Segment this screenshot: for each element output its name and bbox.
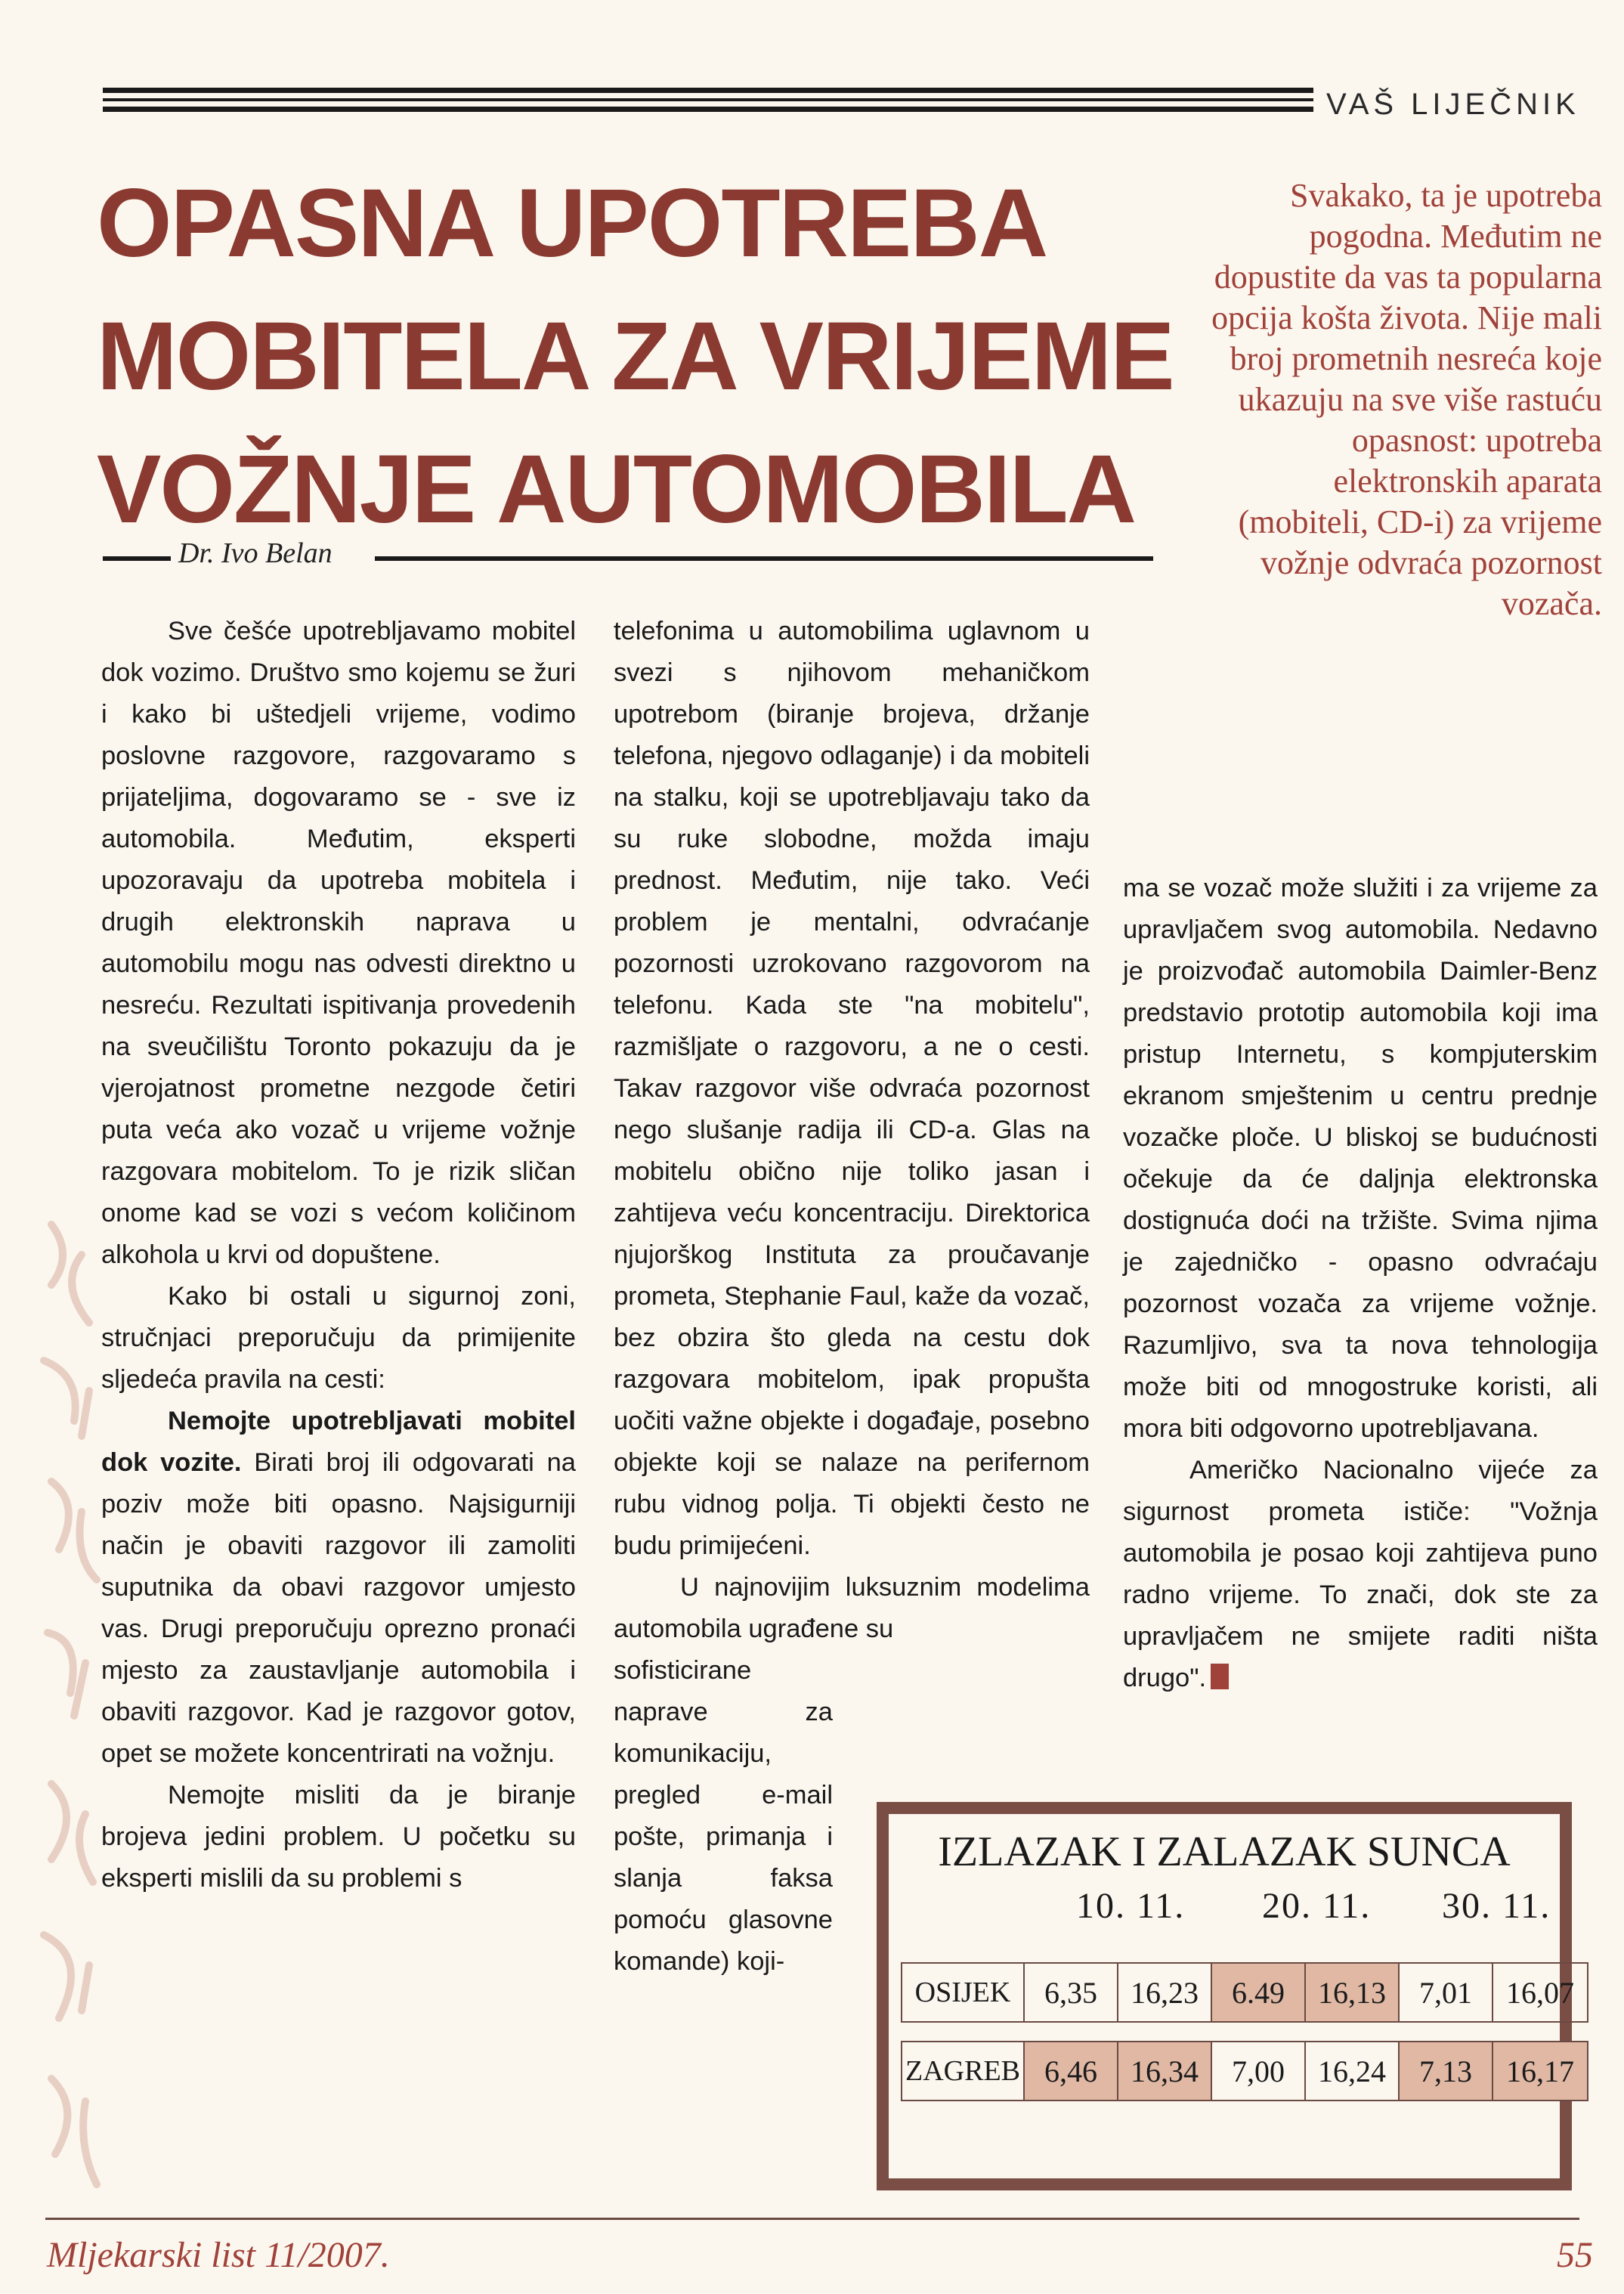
sunset-cell: 16,17: [1493, 2042, 1587, 2100]
table-row-osijek: [901, 1962, 1588, 2023]
date-header-1: 10. 11.: [1076, 1886, 1186, 1926]
sunset-cell: 16,34: [1118, 2042, 1212, 2100]
header-rule-mid: [103, 98, 1313, 101]
side-watermark: [21, 1209, 112, 2268]
pull-quote: Svakako, ta je upotreba pogodna. Međutim ne dopustite da vas ta popularna opcija košta života. Nije mali broj prometnih nesreća koje ukazuju na sve više rastuću opasnost: upotreba elektronskih aparata (mobiteli, CD-i) za vrijeme vožnje odvraća pozornost vozača.: [1211, 177, 1602, 622]
col3-paragraph-2-text: Američko Nacionalno vijeće za sigurnost prometa ističe: "Vožnja automobila je posao koji zahtijeva puno radno vrijeme. To znači, dok ste za upravljačem ne smijete raditi ništa drugo".: [1123, 1456, 1598, 1692]
col3-paragraph-2: [1123, 1450, 1598, 1699]
sunrise-cell: 7,13: [1400, 2042, 1493, 2100]
body-column-3: [1123, 868, 1598, 1699]
sunrise-cell: 6,35: [1025, 1964, 1118, 2021]
table-row-zagreb: [901, 2041, 1588, 2101]
sunset-cell: 16,24: [1306, 2042, 1400, 2100]
article-title: [97, 157, 1230, 556]
col1-paragraph-4: Nemojte misliti da je biranje brojeva jedini problem. U početku su eksperti mislili da su problemi s: [101, 1781, 576, 1893]
sun-table: [889, 1814, 1574, 2178]
date-header-3: 30. 11.: [1442, 1886, 1551, 1926]
footer-rule: [45, 2218, 1579, 2220]
sunset-cell: 16,23: [1118, 1964, 1212, 2021]
sunset-cell: 16,13: [1306, 1964, 1400, 2021]
title-line-1: OPASNA UPOTREBA: [97, 169, 1047, 277]
title-line-3: VOŽNJE AUTOMOBILA: [97, 435, 1136, 543]
col1-paragraph-3: [101, 1401, 576, 1775]
city-name: OSIJEK: [902, 1964, 1025, 2021]
col1-paragraph-1: Sve češće upotrebljavamo mobitel dok vozimo. Društvo smo kojemu se žuri i kako bi uštedjeli vrijeme, vodimo poslovne razgovore, razgovaramo s prijateljima, dogovaramo se - sve iz automobila. Međutim, eksperti upozoravaju da upotreba mobitela i drugih elektronskih naprava u automobilu mogu nas odvesti direktno u nesreću. Rezultati ispitivanja provedenih na sveučilištu Toronto pokazuju da je vjerojatnost prometne nezgode četiri puta veća ako vozač u vrijeme vožnje razgovara mobitelom. To je rizik sličan onome kad se vozi s većom količinom alkohola u krvi od dopuštene.: [101, 617, 576, 1269]
col2-paragraph-1: telefonima u automobilima uglavnom u svezi s njihovom mehaničkom upotrebom (biranje brojeva, držanje telefona, njegovo odlaganje) i da mobiteli na stalku, koji se upotrebljavaju tako da su ruke slobodne, možda imaju prednost. Međutim, nije tako. Veći problem je mentalni, odvraćanje pozornosti uzrokovano razgovorom na telefonu. Kada ste "na mobitelu", razmišljate o razgovoru, a ne o cesti. Takav razgovor više odvraća pozornost nego slušanje radija ili CD-a. Glas na mobitelu obično nije toliko jasan i zahtijeva veću koncentraciju. Direktorica njujorškog Instituta za proučavanje prometa, Stephanie Faul, kaže da vozač, bez obzira što gleda na cestu dok razgovara mobitelom, ipak propušta uočiti važne objekte i događaje, posebno objekte koji se nalaze na perifernom rubu vidnog polja. Ti objekti često ne budu primijećeni.: [614, 617, 1090, 1560]
sunrise-cell: 7,01: [1400, 1964, 1493, 2021]
header-rule-bottom: [103, 107, 1313, 112]
sunrise-cell: 6.49: [1212, 1964, 1306, 2021]
byline: Dr. Ivo Belan: [178, 537, 333, 569]
byline-rule-right: [375, 556, 1153, 561]
section-label: VAŠ LIJEČNIK: [1326, 88, 1580, 121]
sunrise-cell: 6,46: [1025, 2042, 1118, 2100]
body-column-1: [101, 611, 576, 1899]
rule-heading: Nemojte upotrebljavati mobitel dok vozite.: [101, 1407, 576, 1477]
end-of-article-mark: [1211, 1664, 1229, 1689]
col2-paragraph-2-continued: sofisticirane naprave za komunikaciju, pregled e-mail pošte, primanja i slanja faksa pomoću glasovne komande) koji-: [614, 1656, 833, 1976]
col3-paragraph-1: ma se vozač može služiti i za vrijeme za upravljačem svog automobila. Nedavno je proizvođač automobila Daimler-Benz predstavio prototip automobila koji ima pristup Internetu, s kompjuterskim ekranom smještenim u centru prednje vozačke ploče. U bliskoj se budućnosti očekuje da će daljnja elektronska dostignuća doći na tržište. Svima njima je zajedničko - opasno odvraćaju pozornost vozača za vrijeme vožnje. Razumljivo, sva ta nova tehnologija može biti od mnogostruke koristi, ali mora biti odgovorno upotrebljavana.: [1123, 874, 1598, 1443]
header-rule-top: [103, 88, 1313, 93]
sun-table-frame: [877, 1802, 1572, 2190]
sunrise-cell: 7,00: [1212, 2042, 1306, 2100]
page-number: 55: [1557, 2235, 1593, 2275]
byline-rule-left: [103, 556, 171, 561]
date-header-2: 20. 11.: [1262, 1886, 1372, 1926]
publication-name: Mljekarski list 11/2007.: [47, 2235, 390, 2275]
city-name: ZAGREB: [902, 2042, 1025, 2100]
col2-paragraph-2: U najnovijim luksuznim modelima automobila ugrađene su: [614, 1573, 1090, 1643]
sun-table-title: IZLAZAK I ZALAZAK SUNCA: [938, 1828, 1511, 1875]
body-column-2: [614, 611, 1090, 1983]
rule-text: Birati broj ili odgovarati na poziv može biti opasno. Najsigurniji način je obaviti razgovor ili zamoliti suputnika da obavi razgovor umjesto vas. Drugi preporučuju oprezno pronaći mjesto za zaustavljanje automobila i obaviti razgovor. Kad je razgovor gotov, opet se možete koncentrirati na vožnju.: [101, 1448, 576, 1768]
title-line-2: MOBITELA ZA VRIJEME: [97, 302, 1174, 410]
sunset-cell: 16,07: [1506, 1975, 1574, 2010]
col1-paragraph-2: Kako bi ostali u sigurnoj zoni, stručnjaci preporučuju da primijenite sljedeća pravila na cesti:: [101, 1282, 576, 1394]
